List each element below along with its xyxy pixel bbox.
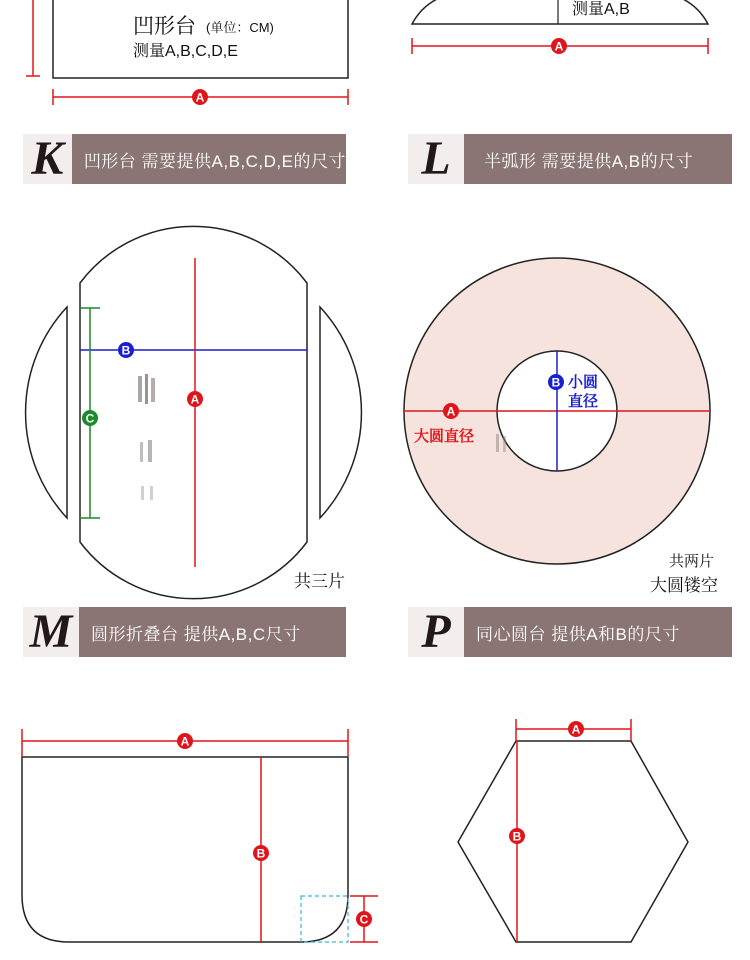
big-diameter-label: 大圆直径 <box>414 428 475 445</box>
svg-text:A: A <box>446 404 456 419</box>
small-diameter-label-2: 直径 <box>568 393 599 410</box>
left-panel <box>26 307 67 518</box>
banner-k <box>23 134 346 184</box>
right-panel <box>320 307 361 518</box>
svg-text:A: A <box>190 392 200 407</box>
hexagon-outline <box>458 741 688 942</box>
banner-letter: M <box>29 605 73 658</box>
svg-text:A: A <box>571 722 581 737</box>
banner-l <box>408 134 732 184</box>
hexagon-diagram <box>458 719 688 942</box>
banner-letter: L <box>421 132 451 185</box>
pieces-note: 共两片 <box>668 553 714 570</box>
svg-text:B: B <box>121 343 131 358</box>
svg-text:B: B <box>512 829 522 844</box>
svg-text:A: A <box>180 734 190 749</box>
concave-table-diagram <box>26 0 348 105</box>
pieces-note: 共三片 <box>294 572 345 591</box>
concentric-table-diagram <box>404 258 718 595</box>
banner-text: 同心圆台 提供A和B的尺寸 <box>476 624 680 644</box>
half-arc-measure: 测量A,B <box>572 1 630 18</box>
svg-text:C: C <box>85 411 95 426</box>
banner-text: 圆形折叠台 提供A,B,C尺寸 <box>91 624 301 644</box>
banner-p <box>408 607 732 657</box>
banner-text: 半弧形 需要提供A,B的尺寸 <box>484 151 694 171</box>
concave-table-title: 凹形台 <box>133 15 196 38</box>
banner-letter: P <box>421 605 451 658</box>
svg-text:A: A <box>554 39 564 54</box>
center-panel <box>80 226 307 598</box>
concave-table-outline <box>53 0 348 78</box>
small-diameter-label-1: 小圆 <box>568 374 599 391</box>
banner-text: 凹形台 需要提供A,B,C,D,E的尺寸 <box>83 151 346 171</box>
round-folding-table-diagram <box>26 226 362 598</box>
concave-table-unit: (单位：CM) <box>206 20 274 35</box>
svg-text:A: A <box>195 90 205 105</box>
half-arc-outline <box>412 0 708 24</box>
svg-text:B: B <box>256 846 266 861</box>
banner-letter: K <box>31 132 64 185</box>
rounded-rectangle-outline <box>22 757 348 942</box>
banner-m <box>23 607 346 657</box>
svg-text:B: B <box>551 375 561 390</box>
concave-table-measure: 测量A,B,C,D,E <box>133 43 238 60</box>
svg-text:C: C <box>359 912 369 927</box>
half-arc-diagram <box>412 0 708 54</box>
hollow-note: 大圆镂空 <box>650 576 718 595</box>
rounded-rectangle-diagram <box>22 729 378 942</box>
